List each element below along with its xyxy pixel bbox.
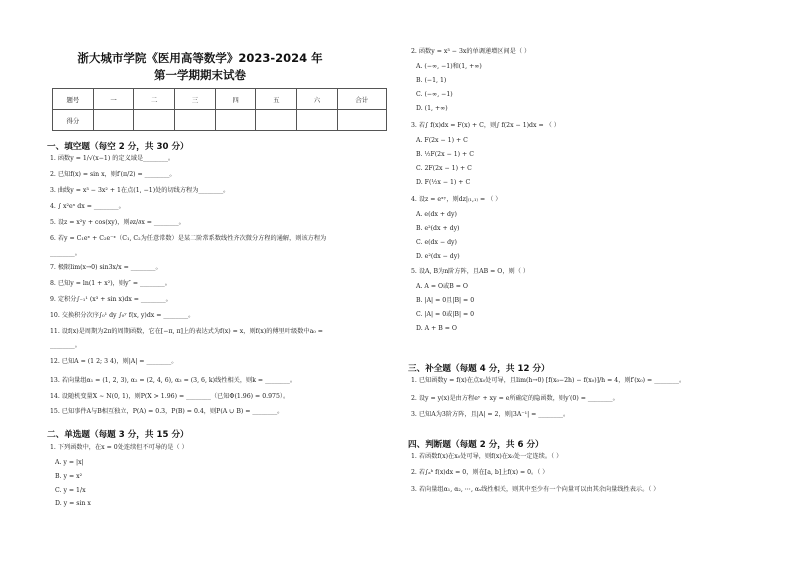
score-table-header-row [53, 89, 387, 110]
choice-option: A. y = |x| [55, 459, 84, 466]
score-entry-cell [93, 110, 134, 131]
choice-option: A. A = O或B = O [416, 283, 468, 290]
choice-option: D. e²(dx − dy) [416, 253, 460, 260]
question: 10. 交换积分次序∫₀¹ dy ∫₀ʸ f(x, y)dx = ________。 [50, 312, 195, 319]
question: 8. 已知y = ln(1 + x²)，则y″ = ________。 [50, 280, 171, 287]
choice-option: B. ½F(2x − 1) + C [416, 151, 474, 158]
question: 4. ∫ x²eˣ dx = ________。 [50, 203, 125, 210]
question: 13. 若向量组α₁ = (1, 2, 3), α₂ = (2, 4, 6), α₃ = (3, 6, k)线性相关，则k = ________。 [50, 377, 297, 384]
question: 5. 设z = x²y + cos(xy)，则∂z/∂x = ________。 [50, 219, 185, 226]
choice-option: C. y = 1/x [55, 487, 86, 494]
score-table-cell: 四 [215, 89, 256, 110]
score-table-score-row [53, 110, 387, 131]
question: 3. 已知A为3阶方阵，且|A| = 2，则|3A⁻¹| = ________。 [411, 411, 570, 418]
question: 12. 已知A = (1 2; 3 4)，则|A| = ________。 [50, 358, 178, 365]
question: 15. 已知事件A与B相互独立，P(A) = 0.3，P(B) = 0.4，则P(A ∪ B) = ________。 [50, 408, 284, 415]
section-heading-single-choice: 二、单选题（每题 3 分，共 15 分） [47, 430, 189, 440]
choice-option: C. |A| = 0或|B| = 0 [416, 311, 475, 318]
score-table-cell: 六 [297, 89, 338, 110]
score-entry-cell [175, 110, 216, 131]
section-heading-judgement: 四、判断题（每题 2 分，共 6 分） [408, 440, 544, 450]
question: 7. 极限lim(x→0) sin3x/x = ________。 [50, 264, 162, 271]
question-continuation: ________。 [50, 342, 81, 349]
score-table-cell: 得分 [53, 110, 94, 131]
choice-option: A. F(2x − 1) + C [416, 137, 468, 144]
choice-option: B. y = x² [55, 473, 83, 480]
choice-option: D. (1, +∞) [416, 105, 448, 112]
question: 2. 函数y = x³ − 3x的单调递增区间是（ ） [411, 48, 531, 55]
score-entry-cell [297, 110, 338, 131]
choice-option: C. 2F(2x − 1) + C [416, 165, 472, 172]
question: 2. 设y = y(x)是由方程eʸ + xy = e所确定的隐函数，则y′(0) = ________。 [411, 395, 619, 402]
choice-option: C. (−∞, −1) [416, 91, 453, 98]
score-table-cell: 五 [256, 89, 297, 110]
question: 5. 设A, B为n阶方阵，且AB = O，则（ ） [411, 268, 530, 275]
score-table-cell: 一 [93, 89, 134, 110]
choice-option: D. A + B = O [416, 325, 457, 332]
question: 1. 已知函数y = f(x)在点x₀处可导，且lim(h→0) [f(x₀−2h) − f(x₀)]/h = 4，则f′(x₀) = ________。 [411, 377, 686, 384]
question: 4. 设z = eˣʸ，则dz|₍₁,₁₎ = （ ） [411, 196, 502, 203]
score-entry-cell [215, 110, 256, 131]
score-entry-cell [337, 110, 386, 131]
score-table [52, 88, 387, 131]
question: 3. 若∫ f(x)dx = F(x) + C，则∫ f(2x − 1)dx = （ ） [411, 122, 560, 129]
question: 3. 若向量组α₁, α₂, ⋯, αₛ线性相关，则其中至少有一个向量可以由其余向量线性表示。（ ） [411, 486, 660, 493]
score-entry-cell [256, 110, 297, 131]
score-table-cell: 题号 [53, 89, 94, 110]
question: 1. 下列函数中，在x = 0处连续但不可导的是（ ） [50, 444, 188, 451]
question: 6. 若y = C₁eˣ + C₂e⁻ˣ（C₁, C₂为任意常数）是某二阶常系数线性齐次微分方程的通解，则该方程为 [50, 235, 327, 242]
choice-option: B. e²(dx + dy) [416, 225, 460, 232]
exam-title: 浙大城市学院《医用高等数学》2023-2024 年 [77, 51, 323, 65]
question: 9. 定积分∫₋₁¹ (x³ + sin x)dx = ________。 [50, 296, 172, 303]
score-table-cell: 三 [175, 89, 216, 110]
question: 2. 已知f(x) = sin x，则f′(π/2) = ________。 [50, 171, 176, 178]
exam-subtitle: 第一学期期末试卷 [154, 68, 246, 82]
score-table-cell: 二 [134, 89, 175, 110]
question: 2. 若∫ₐᵇ f(x)dx = 0，则在[a, b]上f(x) = 0。（ ） [411, 469, 549, 476]
choice-option: A. e(dx + dy) [416, 211, 457, 218]
choice-option: D. y = sin x [55, 500, 91, 507]
score-entry-cell [134, 110, 175, 131]
question-continuation: ________。 [50, 250, 81, 257]
choice-option: B. |A| = 0且|B| = 0 [416, 297, 475, 304]
section-heading-completion: 三、补全题（每题 4 分，共 12 分） [408, 364, 550, 374]
question: 1. 若函数f(x)在x₀处可导，则f(x)在x₀处一定连续。（ ） [411, 453, 563, 460]
choice-option: C. e(dx − dy) [416, 239, 457, 246]
choice-option: D. F(½x − 1) + C [416, 179, 471, 186]
score-table-cell: 合计 [337, 89, 386, 110]
choice-option: A. (−∞, −1)和(1, +∞) [416, 63, 482, 70]
section-heading-fill: 一、填空题（每空 2 分，共 30 分） [47, 142, 189, 152]
question: 14. 设随机变量X ∼ N(0, 1)，则P(X > 1.96) = ________（已知Φ(1.96) = 0.975）。 [50, 393, 290, 400]
question: 3. 曲线y = x³ − 3x² + 1在点(1, −1)处的切线方程为________。 [50, 187, 230, 194]
choice-option: B. (−1, 1) [416, 77, 447, 84]
question: 1. 函数y = 1/√(x−1) 的定义域是________。 [50, 155, 175, 162]
question: 11. 设f(x)是周期为2π的周期函数，它在[−π, π]上的表达式为f(x) = x，则f(x)的傅里叶级数中a₀ = [50, 328, 323, 335]
